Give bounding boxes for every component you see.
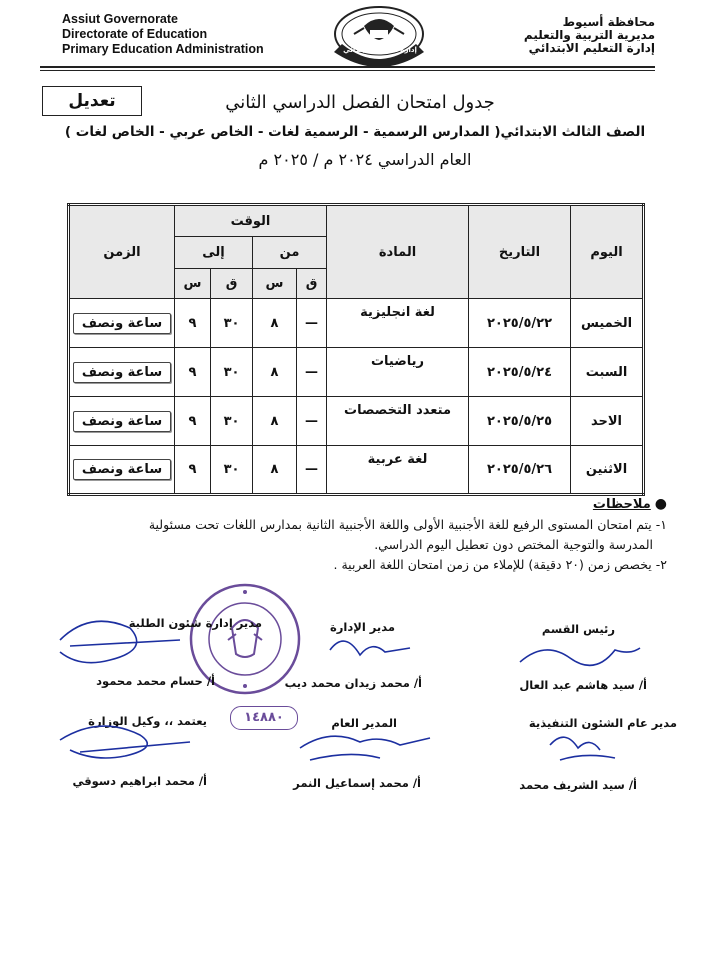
subject-cell: لغة عربية [367, 452, 428, 467]
header-subject: المادة [327, 205, 469, 299]
date-cell: ٢٠٢٥/٥/٢٢ [469, 299, 571, 348]
signature-scribble [60, 621, 180, 662]
bullet-icon: ● [654, 496, 667, 512]
note-line-3: ٢- يخصص زمن (٢٠ دقيقة) للإملاء من زمن امتحان اللغة العربية . [333, 557, 667, 572]
date-cell: ٢٠٢٥/٥/٢٦ [469, 446, 571, 495]
header-time: الوقت [175, 205, 327, 237]
to-minute-cell: ٣٠ [211, 397, 253, 446]
note-line-2: المدرسة والتوجية المختص دون تعطيل اليوم الدراسي. [374, 537, 653, 552]
page-title: جدول امتحان الفصل الدراسي الثاني [225, 92, 495, 113]
to-hour-cell: ٩ [175, 299, 211, 348]
from-minute-cell: — [297, 446, 327, 495]
page-subtitle: الصف الثالث الابتدائي( المدارس الرسمية - الرسمية لغات - الخاص عربي - الخاص لغات ) [64, 124, 646, 140]
day-cell: الخميس [571, 299, 644, 348]
to-minute-cell: ٣٠ [211, 446, 253, 495]
header-ar-line-1: محافظة أسيوط [562, 15, 655, 29]
signature-scribble [60, 726, 190, 758]
sig-name-student-affairs: أ/ حسام محمد محمود [96, 674, 215, 688]
header-to-hour: س [175, 269, 211, 299]
sig-name-general-director: أ/ محمد إسماعيل النمر [293, 776, 421, 790]
signature-scribble [520, 648, 640, 665]
sig-name-section-head: أ/ سيد هاشم عبد العال [519, 678, 647, 692]
from-minute-cell: — [297, 299, 327, 348]
sig-name-exec-affairs: أ/ سيد الشريف محمد [519, 778, 637, 792]
duration-cell: ساعة ونصف [73, 362, 171, 383]
sig-name-undersecretary: أ/ محمد ابراهيم دسوقي [72, 774, 207, 788]
header-date: التاريخ [469, 205, 571, 299]
header-en-line-2: Directorate of Education [62, 27, 208, 41]
sig-title-section-head: رئيس القسم [541, 622, 615, 636]
sig-title-exec-affairs: مدير عام الشئون التنفيذية [528, 716, 677, 730]
to-minute-cell: ٣٠ [211, 299, 253, 348]
header-ar-line-2: مديرية التربية والتعليم [523, 28, 655, 42]
signature-scribble [550, 737, 615, 760]
sig-title-student-affairs: مدير إدارة شئون الطلبة [128, 616, 262, 630]
duration-cell: ساعة ونصف [73, 313, 171, 334]
subject-cell: متعدد التخصصات [344, 403, 451, 418]
from-hour-cell: ٨ [253, 397, 297, 446]
header-to: إلى [175, 237, 253, 269]
academic-year: العام الدراسي ٢٠٢٤ م / ٢٠٢٥ م [258, 150, 472, 169]
note-line-1: ١- يتم امتحان المستوى الرفيع للغة الأجنبية الأولى واللغة الأجنبية الثانية بمدارس اللغات تحت مسئولية [148, 517, 667, 532]
duration-cell: ساعة ونصف [73, 411, 171, 432]
sig-title-admin-director: مدير الإدارة [330, 620, 395, 634]
signature-scribble [330, 641, 410, 655]
logo-banner-text: إدارة التعليم الابتدائي [343, 46, 417, 54]
to-minute-cell: ٣٠ [211, 348, 253, 397]
from-minute-cell: — [297, 397, 327, 446]
day-cell: السبت [571, 348, 644, 397]
header-en-line-1: Assiut Governorate [62, 12, 179, 26]
to-hour-cell: ٩ [175, 446, 211, 495]
amendment-box: تعديل [42, 86, 142, 116]
day-cell: الاحد [571, 397, 644, 446]
sig-name-admin-director: أ/ محمد زيدان محمد ديب [284, 676, 422, 690]
header-from-minute: ق [297, 269, 327, 299]
header-en-line-3: Primary Education Administration [62, 42, 264, 56]
header-from-hour: س [253, 269, 297, 299]
subject-cell: رياضيات [370, 354, 425, 369]
signature-scribble [300, 736, 430, 760]
duration-cell: ساعة ونصف [73, 459, 171, 480]
from-hour-cell: ٨ [253, 348, 297, 397]
subject-cell: لغة انجليزية [360, 305, 435, 320]
header-from: من [253, 237, 327, 269]
notes-heading: ملاحظات [592, 497, 651, 512]
from-hour-cell: ٨ [253, 299, 297, 348]
header-day: اليوم [571, 205, 644, 299]
from-minute-cell: — [297, 348, 327, 397]
date-cell: ٢٠٢٥/٥/٢٤ [469, 348, 571, 397]
from-hour-cell: ٨ [253, 446, 297, 495]
stamp-number: ١٤٨٨٠ [230, 706, 298, 730]
header-duration: الزمن [69, 205, 175, 299]
to-hour-cell: ٩ [175, 348, 211, 397]
sig-title-undersecretary: يعتمد ،، وكيل الوزارة [88, 714, 207, 728]
header-ar-line-3: إدارة التعليم الابتدائي [528, 41, 655, 55]
date-cell: ٢٠٢٥/٥/٢٥ [469, 397, 571, 446]
sig-title-general-director: المدير العام [331, 716, 397, 730]
to-hour-cell: ٩ [175, 397, 211, 446]
header-to-minute: ق [211, 269, 253, 299]
day-cell: الاثنين [571, 446, 644, 495]
